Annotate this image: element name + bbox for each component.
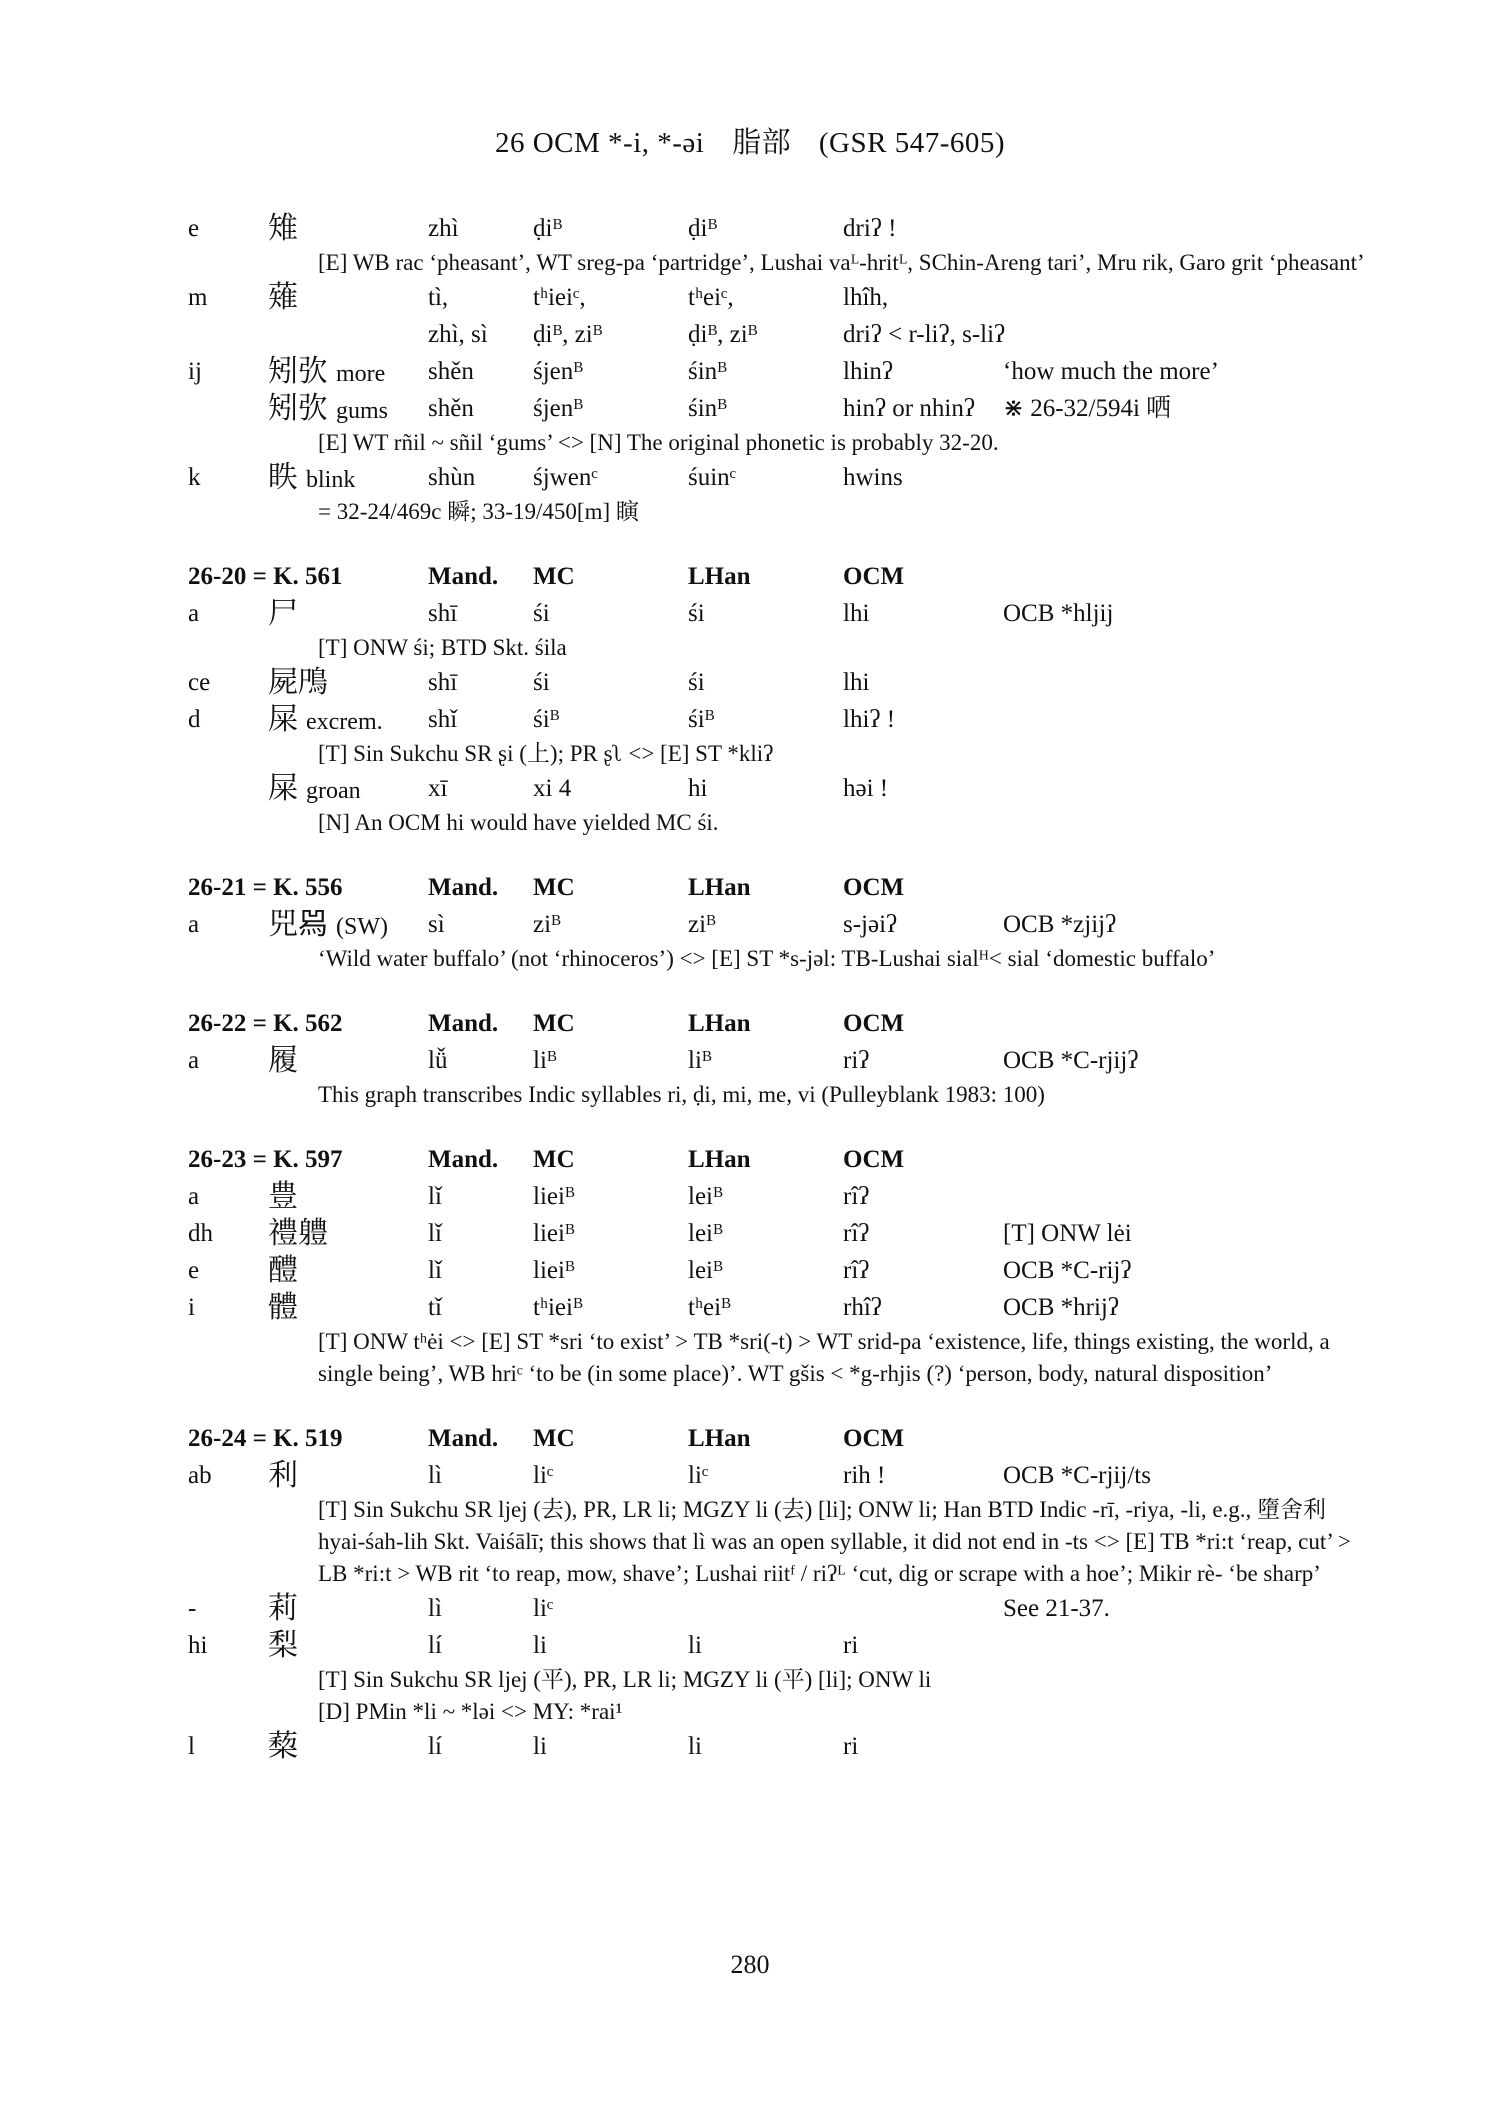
character-glyph: 利 (268, 1458, 298, 1493)
mandarin-reading: lǚ (428, 1047, 448, 1074)
header-left: 26 OCM *-i, *-əi (494, 127, 705, 159)
later-han: ḍiᴮ, ziᴮ (688, 321, 758, 348)
middle-chinese: MC (533, 1146, 575, 1173)
middle-chinese: lieiᴮ (533, 1183, 575, 1210)
later-han: leiᴮ (688, 1257, 723, 1284)
entry-id: e (188, 1257, 200, 1284)
extra-reading: [T] ONW lėi (1003, 1220, 1132, 1247)
group-header (188, 1005, 1368, 1042)
later-han: tʰeiᶜ, (688, 284, 734, 311)
entry-row (188, 1457, 1368, 1494)
extra-reading: ⋇ 26-32/594i 哂 (1003, 395, 1172, 422)
middle-chinese: MC (533, 1425, 575, 1452)
entry-row (188, 459, 1368, 496)
middle-chinese: ḍiᴮ (533, 215, 563, 242)
later-han: śiᴮ (688, 706, 715, 733)
group-header (188, 1420, 1368, 1457)
old-chinese-minimal: rîʔ (843, 1220, 870, 1247)
middle-chinese: xi 4 (533, 775, 572, 802)
old-chinese-minimal: OCM (843, 874, 905, 901)
group-id: 26-21 = K. 556 (188, 874, 343, 901)
header-cjk: 脂部 (732, 125, 792, 159)
mandarin-reading: Mand. (428, 874, 499, 901)
page-number: 280 (730, 1950, 770, 1979)
character-glyph: 矧弞 (268, 391, 328, 426)
mandarin-reading: lǐ (428, 1183, 442, 1210)
later-han: tʰeiᴮ (688, 1294, 731, 1321)
mandarin-reading: lǐ (428, 1257, 442, 1284)
group-header (188, 1141, 1368, 1178)
section-gap (188, 528, 1368, 558)
page-header (0, 120, 1500, 161)
old-chinese-minimal: driʔ ! (843, 215, 897, 242)
section-gap (188, 1390, 1368, 1420)
mandarin-reading: lí (428, 1632, 442, 1659)
entry-row (188, 279, 1368, 316)
mandarin-reading: Mand. (428, 1425, 499, 1452)
entry-row (188, 210, 1368, 247)
section-gap (188, 1111, 1368, 1141)
entry-note: = 32-24/469c 瞬; 33-19/450[m] 瞚 (318, 499, 639, 524)
entry-id: a (188, 1183, 200, 1210)
entry-note: [E] WB rac ‘pheasant’, WT sreg-pa ‘partridge’, Lushai vaᴸ-hritᴸ, SChin-Areng tari’, Mru rik, Garo grit ‘pheasant’ (318, 250, 1365, 275)
mandarin-reading: zhì (428, 215, 459, 242)
middle-chinese: MC (533, 563, 575, 590)
entry-note: [T] Sin Sukchu SR ʂi (上); PR ʂʅ <> [E] ST *kliʔ (318, 741, 774, 766)
middle-chinese: śi (533, 669, 550, 696)
later-han: li (688, 1632, 702, 1659)
old-chinese-minimal: OCM (843, 563, 905, 590)
entry-id: m (188, 284, 208, 311)
entry-id: k (188, 464, 201, 491)
entry-gloss: groan (306, 778, 361, 804)
entry-row (188, 906, 1368, 943)
old-chinese-minimal: hinʔ or nhinʔ (843, 395, 975, 422)
middle-chinese: śjenᴮ (533, 395, 583, 422)
entry-character (268, 1252, 298, 1289)
later-han: LHan (688, 1010, 751, 1037)
entry-row (188, 1042, 1368, 1079)
character-glyph: 屍鳲 (268, 665, 328, 700)
mandarin-reading: lí (428, 1733, 442, 1760)
entry-character (268, 390, 388, 430)
middle-chinese: tʰieiᶜ, (533, 284, 586, 311)
character-glyph: 蔾 (268, 1729, 298, 1764)
extra-reading: See 21-37. (1003, 1595, 1110, 1622)
entry-note: [T] Sin Sukchu SR ljej (去), PR, LR li; MGZY li (去) [li]; ONW li; Han BTD Indic -rī, -riya, -li, e.g., 墮舍利 hyai-śah-lih Skt. Vaiśālī; this shows that lì was an open syllable, it did not end in -ts <> [E] TB *ri:t ‘reap, cut’ > LB *ri:t > WB rit ‘to reap, mow, shave’; Lushai riitᶠ / riʔᴸ ‘cut, dig or scrape with a hoe’; Mikir rè- ‘be sharp’ (318, 1497, 1351, 1586)
character-glyph: 屎 (268, 771, 298, 806)
entry-character (268, 906, 388, 946)
entry-id: hi (188, 1632, 208, 1659)
mandarin-reading: sì (428, 911, 445, 938)
entry-row (188, 701, 1368, 738)
mandarin-reading: Mand. (428, 563, 499, 590)
character-glyph: 屎 (268, 702, 298, 737)
later-han: ḍiᴮ (688, 215, 718, 242)
entry-id: i (188, 1294, 195, 1321)
middle-chinese: li (533, 1733, 547, 1760)
entry-id: a (188, 1047, 200, 1074)
entry-id: a (188, 600, 200, 627)
later-han: leiᴮ (688, 1220, 723, 1247)
entry-id: l (188, 1733, 195, 1760)
later-han: śi (688, 669, 705, 696)
mandarin-reading: lì (428, 1462, 442, 1489)
middle-chinese: śjwenᶜ (533, 464, 598, 491)
entry-row (188, 1252, 1368, 1289)
middle-chinese: MC (533, 1010, 575, 1037)
extra-reading: OCB *hrijʔ (1003, 1294, 1119, 1321)
character-glyph: 莉 (268, 1591, 298, 1626)
group-id: 26-20 = K. 561 (188, 563, 343, 590)
later-han: ziᴮ (688, 911, 716, 938)
old-chinese-minimal: həi ! (843, 775, 889, 802)
header-right: (GSR 547-605) (818, 127, 1006, 159)
group-id: 26-23 = K. 597 (188, 1146, 343, 1173)
section-gap (188, 975, 1368, 1005)
later-han: LHan (688, 563, 751, 590)
old-chinese-minimal: hwins (843, 464, 903, 491)
middle-chinese: liᴮ (533, 1047, 557, 1074)
entry-row (188, 1590, 1368, 1627)
entry-row (188, 1215, 1368, 1252)
character-glyph: 薙 (268, 280, 298, 315)
entry-note: [T] ONW śi; BTD Skt. śila (318, 635, 567, 660)
old-chinese-minimal: rîʔ (843, 1183, 870, 1210)
dictionary-body (188, 210, 1368, 1765)
group-id: 26-22 = K. 562 (188, 1010, 343, 1037)
entry-character (268, 1178, 298, 1215)
entry-character (268, 1627, 298, 1664)
character-glyph: 履 (268, 1043, 298, 1078)
extra-reading: OCB *C-rijʔ (1003, 1257, 1132, 1284)
old-chinese-minimal: driʔ < r-liʔ, s-liʔ (843, 321, 1006, 348)
entry-row (188, 353, 1368, 390)
later-han: liᴮ (688, 1047, 712, 1074)
middle-chinese: tʰieiᴮ (533, 1294, 583, 1321)
entry-gloss: excrem. (306, 709, 383, 735)
middle-chinese: śi (533, 600, 550, 627)
entry-gloss: gums (336, 398, 389, 424)
later-han: LHan (688, 874, 751, 901)
entry-character (268, 353, 385, 393)
mandarin-reading: shěn (428, 395, 474, 422)
old-chinese-minimal: riʔ (843, 1047, 870, 1074)
middle-chinese: MC (533, 874, 575, 901)
entry-row (188, 1289, 1368, 1326)
old-chinese-minimal: OCM (843, 1425, 905, 1452)
group-header (188, 869, 1368, 906)
mandarin-reading: zhì, sì (428, 321, 488, 348)
middle-chinese: lieiᴮ (533, 1257, 575, 1284)
mandarin-reading: xī (428, 775, 448, 802)
mandarin-reading: Mand. (428, 1010, 499, 1037)
entry-character (268, 459, 355, 499)
entry-row (188, 1627, 1368, 1664)
entry-character (268, 1215, 328, 1252)
old-chinese-minimal: ri (843, 1632, 859, 1659)
old-chinese-minimal: s-jəiʔ (843, 911, 898, 938)
middle-chinese: ziᴮ (533, 911, 561, 938)
old-chinese-minimal: rih ! (843, 1462, 886, 1489)
entry-id: ab (188, 1462, 212, 1489)
later-han: śinᴮ (688, 395, 727, 422)
character-glyph: 兕𤉡 (268, 907, 328, 942)
extra-reading: OCB *C-rjijʔ (1003, 1047, 1139, 1074)
entry-character (268, 1728, 298, 1765)
later-han: liᶜ (688, 1462, 709, 1489)
extra-reading: OCB *hljij (1003, 600, 1114, 627)
entry-character (268, 1042, 298, 1079)
entry-note: This graph transcribes Indic syllables ri, ḍi, mi, me, vi (Pulleyblank 1983: 100) (318, 1082, 1045, 1107)
entry-row (188, 1178, 1368, 1215)
mandarin-reading: lǐ (428, 1220, 442, 1247)
old-chinese-minimal: OCM (843, 1146, 905, 1173)
entry-character (268, 701, 383, 741)
old-chinese-minimal: ri (843, 1733, 859, 1760)
entry-id: ij (188, 358, 202, 385)
entry-character (268, 1590, 298, 1627)
old-chinese-minimal: rhîʔ (843, 1294, 882, 1321)
entry-character (268, 279, 298, 316)
section-gap (188, 839, 1368, 869)
entry-character (268, 595, 298, 632)
entry-character (268, 770, 361, 810)
character-glyph: 醴 (268, 1253, 298, 1288)
old-chinese-minimal: lhi (843, 600, 870, 627)
entry-character (268, 210, 298, 247)
entry-note: [E] WT rñil ~ sñil ‘gums’ <> [N] The original phonetic is probably 32-20. (318, 430, 999, 455)
entry-row (188, 770, 1368, 807)
entry-id: - (188, 1595, 197, 1622)
character-glyph: 眣 (268, 460, 298, 495)
character-glyph: 尸 (268, 596, 298, 631)
entry-gloss: more (336, 361, 386, 387)
character-glyph: 雉 (268, 211, 298, 246)
entry-row (188, 1728, 1368, 1765)
middle-chinese: ḍiᴮ, ziᴮ (533, 321, 603, 348)
middle-chinese: li (533, 1632, 547, 1659)
character-glyph: 矧弞 (268, 354, 328, 389)
mandarin-reading: shī (428, 600, 458, 627)
character-glyph: 禮軆 (268, 1216, 328, 1251)
later-han: śi (688, 600, 705, 627)
middle-chinese: liᶜ (533, 1462, 554, 1489)
mandarin-reading: shěn (428, 358, 474, 385)
middle-chinese: liᶜ (533, 1595, 554, 1622)
later-han: LHan (688, 1425, 751, 1452)
entry-row (188, 595, 1368, 632)
mandarin-reading: tì, (428, 284, 449, 311)
entry-id: d (188, 706, 201, 733)
later-han: śinᴮ (688, 358, 727, 385)
old-chinese-minimal: lhiʔ ! (843, 706, 896, 733)
entry-note: [T] ONW tʰėi <> [E] ST *sri ‘to exist’ > TB *sri(-t) > WT srid-pa ‘existence, life, things existing, the world, a single being’, WB hriᶜ ‘to be (in some place)’. WT gšis < *g-rhjis (?) ‘person, body, natural disposition’ (318, 1329, 1330, 1386)
later-han: hi (688, 775, 708, 802)
old-chinese-minimal: OCM (843, 1010, 905, 1037)
mandarin-reading: shī (428, 669, 458, 696)
mandarin-reading: shùn (428, 464, 476, 491)
extra-reading: OCB *C-rjij/ts (1003, 1462, 1151, 1489)
entry-id: dh (188, 1220, 213, 1247)
group-id: 26-24 = K. 519 (188, 1425, 343, 1452)
entry-character (268, 1289, 298, 1326)
old-chinese-minimal: lhinʔ (843, 358, 893, 385)
middle-chinese: lieiᴮ (533, 1220, 575, 1247)
mandarin-reading: lì (428, 1595, 442, 1622)
character-glyph: 豊 (268, 1179, 298, 1214)
mandarin-reading: tǐ (428, 1294, 442, 1321)
old-chinese-minimal: lhi (843, 669, 870, 696)
later-han: li (688, 1733, 702, 1760)
entry-note: [T] Sin Sukchu SR ljej (平), PR, LR li; MGZY li (平) [li]; ONW li (318, 1667, 932, 1692)
entry-id: ce (188, 669, 211, 696)
extra-reading: ‘how much the more’ (1003, 358, 1219, 385)
extra-reading: OCB *zjijʔ (1003, 911, 1117, 938)
entry-id: e (188, 215, 200, 242)
entry-note: ‘Wild water buffalo’ (not ‘rhinoceros’) <> [E] ST *s-jəl: TB-Lushai sialᴴ< sial ‘domestic buffalo’ (318, 946, 1216, 971)
entry-row (188, 316, 1368, 353)
entry-note: [N] An OCM hi would have yielded MC śi. (318, 810, 719, 835)
entry-row (188, 664, 1368, 701)
entry-note: [D] PMin *li ~ *ləi <> MY: *rai¹ (318, 1699, 623, 1724)
entry-id: a (188, 911, 200, 938)
character-glyph: 體 (268, 1290, 298, 1325)
mandarin-reading: Mand. (428, 1146, 499, 1173)
entry-character (268, 664, 328, 701)
later-han: LHan (688, 1146, 751, 1173)
middle-chinese: śiᴮ (533, 706, 560, 733)
old-chinese-minimal: lhîh, (843, 284, 889, 311)
later-han: śuinᶜ (688, 464, 737, 491)
group-header (188, 558, 1368, 595)
entry-gloss: blink (306, 467, 356, 493)
middle-chinese: śjenᴮ (533, 358, 583, 385)
later-han: leiᴮ (688, 1183, 723, 1210)
character-glyph: 梨 (268, 1628, 298, 1663)
old-chinese-minimal: rîʔ (843, 1257, 870, 1284)
entry-gloss: (SW) (336, 914, 388, 940)
entry-row (188, 390, 1368, 427)
mandarin-reading: shǐ (428, 706, 458, 733)
entry-character (268, 1457, 298, 1494)
